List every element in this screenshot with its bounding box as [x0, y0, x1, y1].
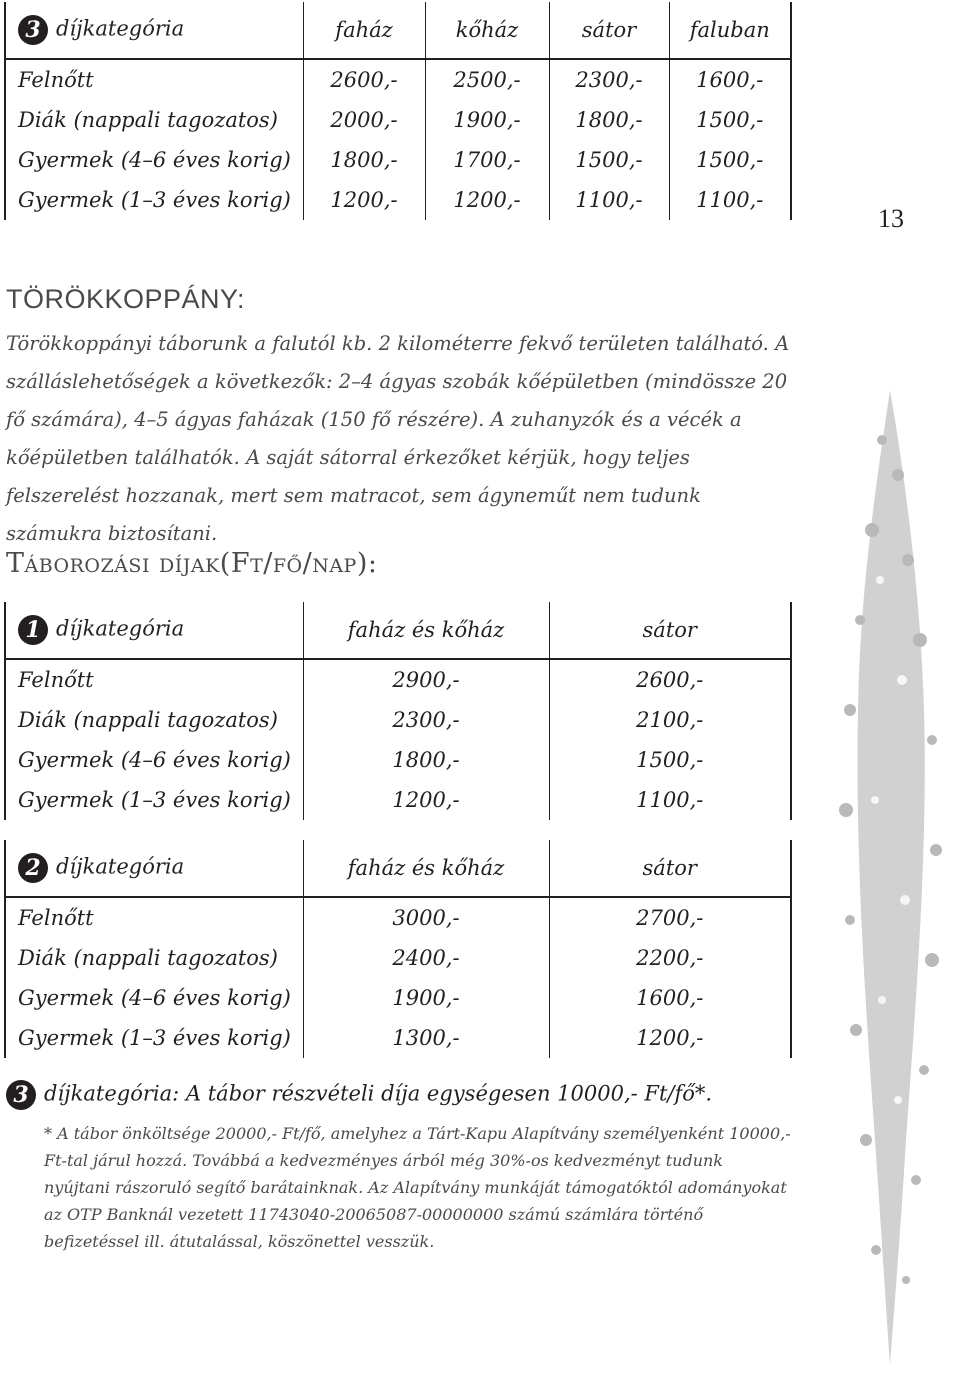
price-cell: 1200,- — [549, 1018, 791, 1058]
table-row — [5, 897, 791, 938]
table-row — [5, 659, 791, 700]
table-row — [5, 140, 791, 180]
table-row — [5, 978, 791, 1018]
row-label: Gyermek (4–6 éves korig) — [5, 978, 303, 1018]
table-row — [5, 180, 791, 220]
header-category: 2 díjkategória — [5, 840, 303, 897]
price-cell: 1500,- — [549, 740, 791, 780]
price-cell: 1100,- — [549, 180, 669, 220]
row-label: Gyermek (1–3 éves korig) — [5, 1018, 303, 1058]
section-title-torokkoppany: TÖRÖKKOPPÁNY: — [6, 284, 246, 314]
price-cell: 2600,- — [303, 59, 425, 100]
price-cell: 2100,- — [549, 700, 791, 740]
table-row — [5, 59, 791, 100]
header-cell: faház és kőház — [303, 840, 549, 897]
price-cell: 1100,- — [669, 180, 791, 220]
price-cell: 1500,- — [669, 140, 791, 180]
price-cell: 2300,- — [549, 59, 669, 100]
row-label: Gyermek (4–6 éves korig) — [5, 140, 303, 180]
price-table-category-2 — [4, 840, 792, 1058]
price-cell: 1800,- — [303, 140, 425, 180]
price-cell: 2200,- — [549, 938, 791, 978]
table-row — [5, 938, 791, 978]
table-row — [5, 740, 791, 780]
table-header-row — [5, 840, 791, 897]
footnote: * A tábor önköltsége 20000,- Ft/fő, amelyhez a Tárt-Kapu Alapítvány személyenként 10000,- Ft-tal járul hozzá. Továbbá a kedvezményes árból még 30%-os kedvezményt tudunk nyújtani rászoruló segítő barátainknak. Az Alapítvány munkáját támogatóktól adományokat az OTP Banknál vezetett 11743040-20065087-00000000 számú számlára történő befizetéssel ill. átutalással, köszönettel vesszük. — [44, 1124, 791, 1251]
price-cell: 1700,- — [425, 140, 549, 180]
torokkoppany-description: Törökkoppányi táborunk a falutól kb. 2 kilométerre fekvő területen található. A szálláslehetőségek a következők: 2–4 ágyas szobák kőépületben (mindössze 20 fő számára), 4–5 ágyas faházak (150 fő részére). A zuhanyzók és a vécék a kőépületben találhatók. A saját sátorral érkezőket kérjük, hogy teljes felszerelést hozzanak, mert sem matracot, sem ágyneműt nem tudunk számukra biztosítani. — [6, 332, 790, 545]
price-table-category-3 — [4, 2, 792, 220]
price-cell: 1900,- — [425, 100, 549, 140]
table-row — [5, 780, 791, 820]
price-cell: 1200,- — [425, 180, 549, 220]
table-header-row — [5, 602, 791, 659]
row-label: Diák (nappali tagozatos) — [5, 938, 303, 978]
price-cell: 2400,- — [303, 938, 549, 978]
price-cell: 3000,- — [303, 897, 549, 938]
price-cell: 1200,- — [303, 780, 549, 820]
category-number-badge: 3 — [18, 15, 48, 45]
header-cell: sátor — [549, 840, 791, 897]
row-label: Felnőtt — [5, 59, 303, 100]
header-cell: faluban — [669, 2, 791, 59]
row-label: Felnőtt — [5, 659, 303, 700]
page-number: 13 — [878, 204, 904, 233]
row-label: Felnőtt — [5, 897, 303, 938]
price-cell: 1500,- — [549, 140, 669, 180]
price-cell: 2300,- — [303, 700, 549, 740]
table-row — [5, 1018, 791, 1058]
price-table-category-1 — [4, 602, 792, 820]
price-cell: 1800,- — [549, 100, 669, 140]
price-cell: 1300,- — [303, 1018, 549, 1058]
cypress-tree-decoration — [820, 380, 960, 1370]
fees-title: Táborozási díjak(Ft/fő/nap): — [6, 548, 378, 579]
header-cell: faház és kőház — [303, 602, 549, 659]
table-row — [5, 700, 791, 740]
price-cell: 1200,- — [303, 180, 425, 220]
category-number-badge: 2 — [18, 853, 48, 883]
category-number-badge: 1 — [18, 615, 48, 645]
price-cell: 2000,- — [303, 100, 425, 140]
category-3-text: díjkategória: A tábor részvételi díja egységesen 10000,- Ft/fő*. — [44, 1081, 713, 1106]
price-cell: 1100,- — [549, 780, 791, 820]
price-cell: 2600,- — [549, 659, 791, 700]
category-3-flat-fee — [6, 1080, 712, 1110]
price-cell: 2900,- — [303, 659, 549, 700]
price-cell: 1500,- — [669, 100, 791, 140]
price-cell: 1600,- — [549, 978, 791, 1018]
table-row — [5, 100, 791, 140]
header-category: 1 díjkategória — [5, 602, 303, 659]
category-number-badge: 3 — [6, 1080, 36, 1110]
row-label: Gyermek (1–3 éves korig) — [5, 780, 303, 820]
header-cell: kőház — [425, 2, 549, 59]
header-category: 3 díjkategória — [5, 2, 303, 59]
header-cell: faház — [303, 2, 425, 59]
row-label: Gyermek (1–3 éves korig) — [5, 180, 303, 220]
price-cell: 1900,- — [303, 978, 549, 1018]
header-cell: sátor — [549, 602, 791, 659]
table-header-row — [5, 2, 791, 59]
row-label: Diák (nappali tagozatos) — [5, 100, 303, 140]
price-cell: 1600,- — [669, 59, 791, 100]
price-cell: 1800,- — [303, 740, 549, 780]
header-cell: sátor — [549, 2, 669, 59]
price-cell: 2500,- — [425, 59, 549, 100]
row-label: Gyermek (4–6 éves korig) — [5, 740, 303, 780]
price-cell: 2700,- — [549, 897, 791, 938]
row-label: Diák (nappali tagozatos) — [5, 700, 303, 740]
